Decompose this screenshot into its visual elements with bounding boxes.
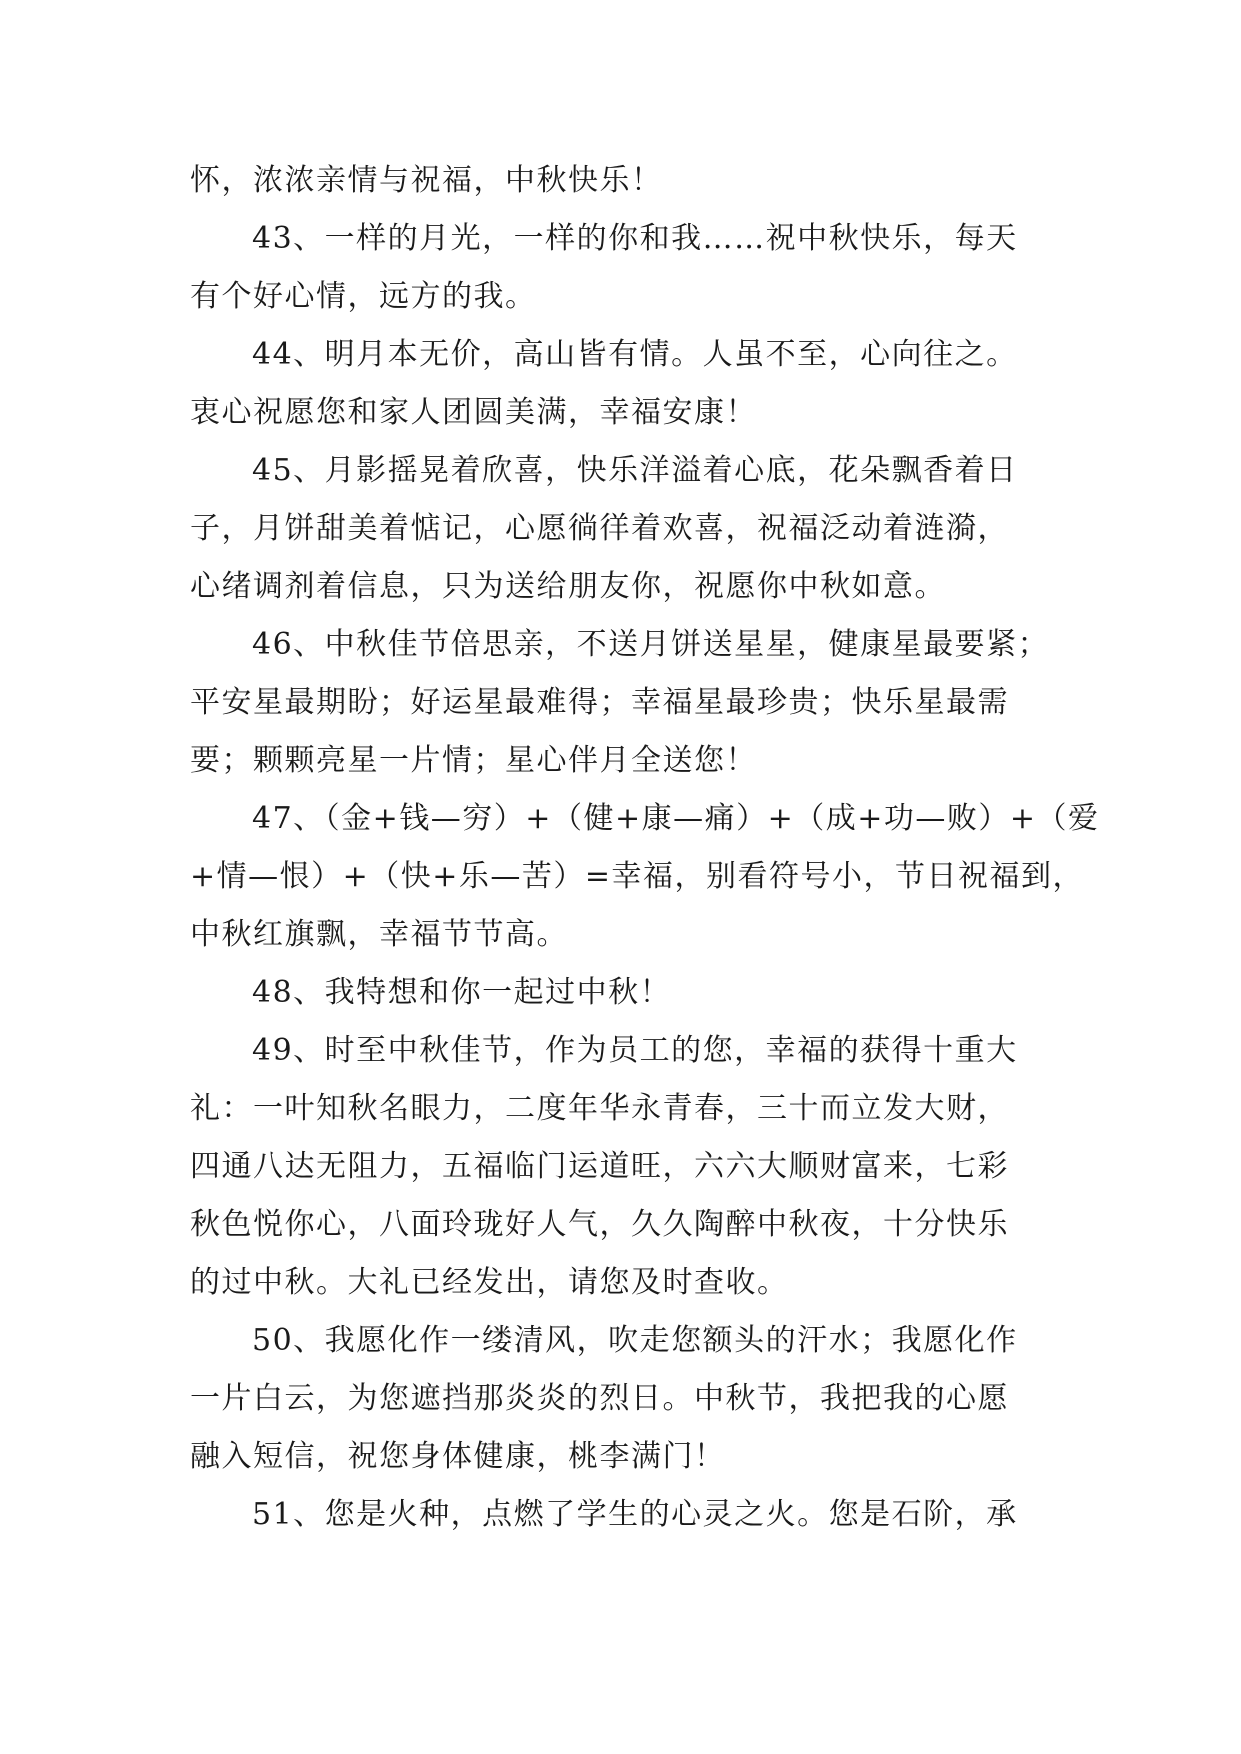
text-line: 衷心祝愿您和家人团圆美满，幸福安康！ (190, 395, 757, 430)
document-body (190, 152, 1100, 1544)
text-line: 心绪调剂着信息，只为送给朋友你，祝愿你中秋如意。 (190, 569, 946, 604)
paragraph-first-line: 48、我特想和你一起过中秋！ (252, 975, 672, 1010)
paragraph-first-line: 51、您是火种，点燃了学生的心灵之火。您是石阶，承 (252, 1497, 1018, 1532)
text-line: 怀，浓浓亲情与祝福，中秋快乐！ (190, 163, 663, 198)
text-line: 的过中秋。大礼已经发出，请您及时查收。 (190, 1265, 789, 1300)
text-line: 融入短信，祝您身体健康，桃李满门！ (190, 1439, 726, 1474)
paragraph-first-line: 45、月影摇晃着欣喜，快乐洋溢着心底，花朵飘香着日 (252, 453, 1018, 488)
text-line: 礼：一叶知秋名眼力，二度年华永青春，三十而立发大财， (190, 1091, 1009, 1126)
text-line: +情—恨）+（快+乐—苦）=幸福，别看符号小，节日祝福到， (190, 859, 1085, 894)
paragraph-first-line: 43、一样的月光，一样的你和我……祝中秋快乐，每天 (252, 221, 1018, 256)
text-line: 要；颗颗亮星一片情；星心伴月全送您！ (190, 743, 757, 778)
text-line: 四通八达无阻力，五福临门运道旺，六六大顺财富来，七彩 (190, 1149, 1009, 1184)
text-line: 一片白云，为您遮挡那炎炎的烈日。中秋节，我把我的心愿 (190, 1381, 1009, 1416)
paragraph-first-line: 47、（金+钱—穷）+（健+康—痛）+（成+功—败）+（爱 (252, 801, 1100, 836)
text-line: 平安星最期盼；好运星最难得；幸福星最珍贵；快乐星最需 (190, 685, 1009, 720)
text-line: 子，月饼甜美着惦记，心愿徜徉着欢喜，祝福泛动着涟漪， (190, 511, 1009, 546)
text-line: 有个好心情，远方的我。 (190, 279, 537, 314)
text-line: 秋色悦你心，八面玲珑好人气，久久陶醉中秋夜，十分快乐 (190, 1207, 1009, 1242)
paragraph-first-line: 46、中秋佳节倍思亲，不送月饼送星星，健康星最要紧； (252, 627, 1050, 662)
paragraph-first-line: 50、我愿化作一缕清风，吹走您额头的汗水；我愿化作 (252, 1323, 1018, 1358)
text-line: 中秋红旗飘，幸福节节高。 (190, 917, 568, 952)
paragraph-first-line: 49、时至中秋佳节，作为员工的您，幸福的获得十重大 (252, 1033, 1018, 1068)
paragraph-first-line: 44、明月本无价，高山皆有情。人虽不至，心向往之。 (252, 337, 1018, 372)
